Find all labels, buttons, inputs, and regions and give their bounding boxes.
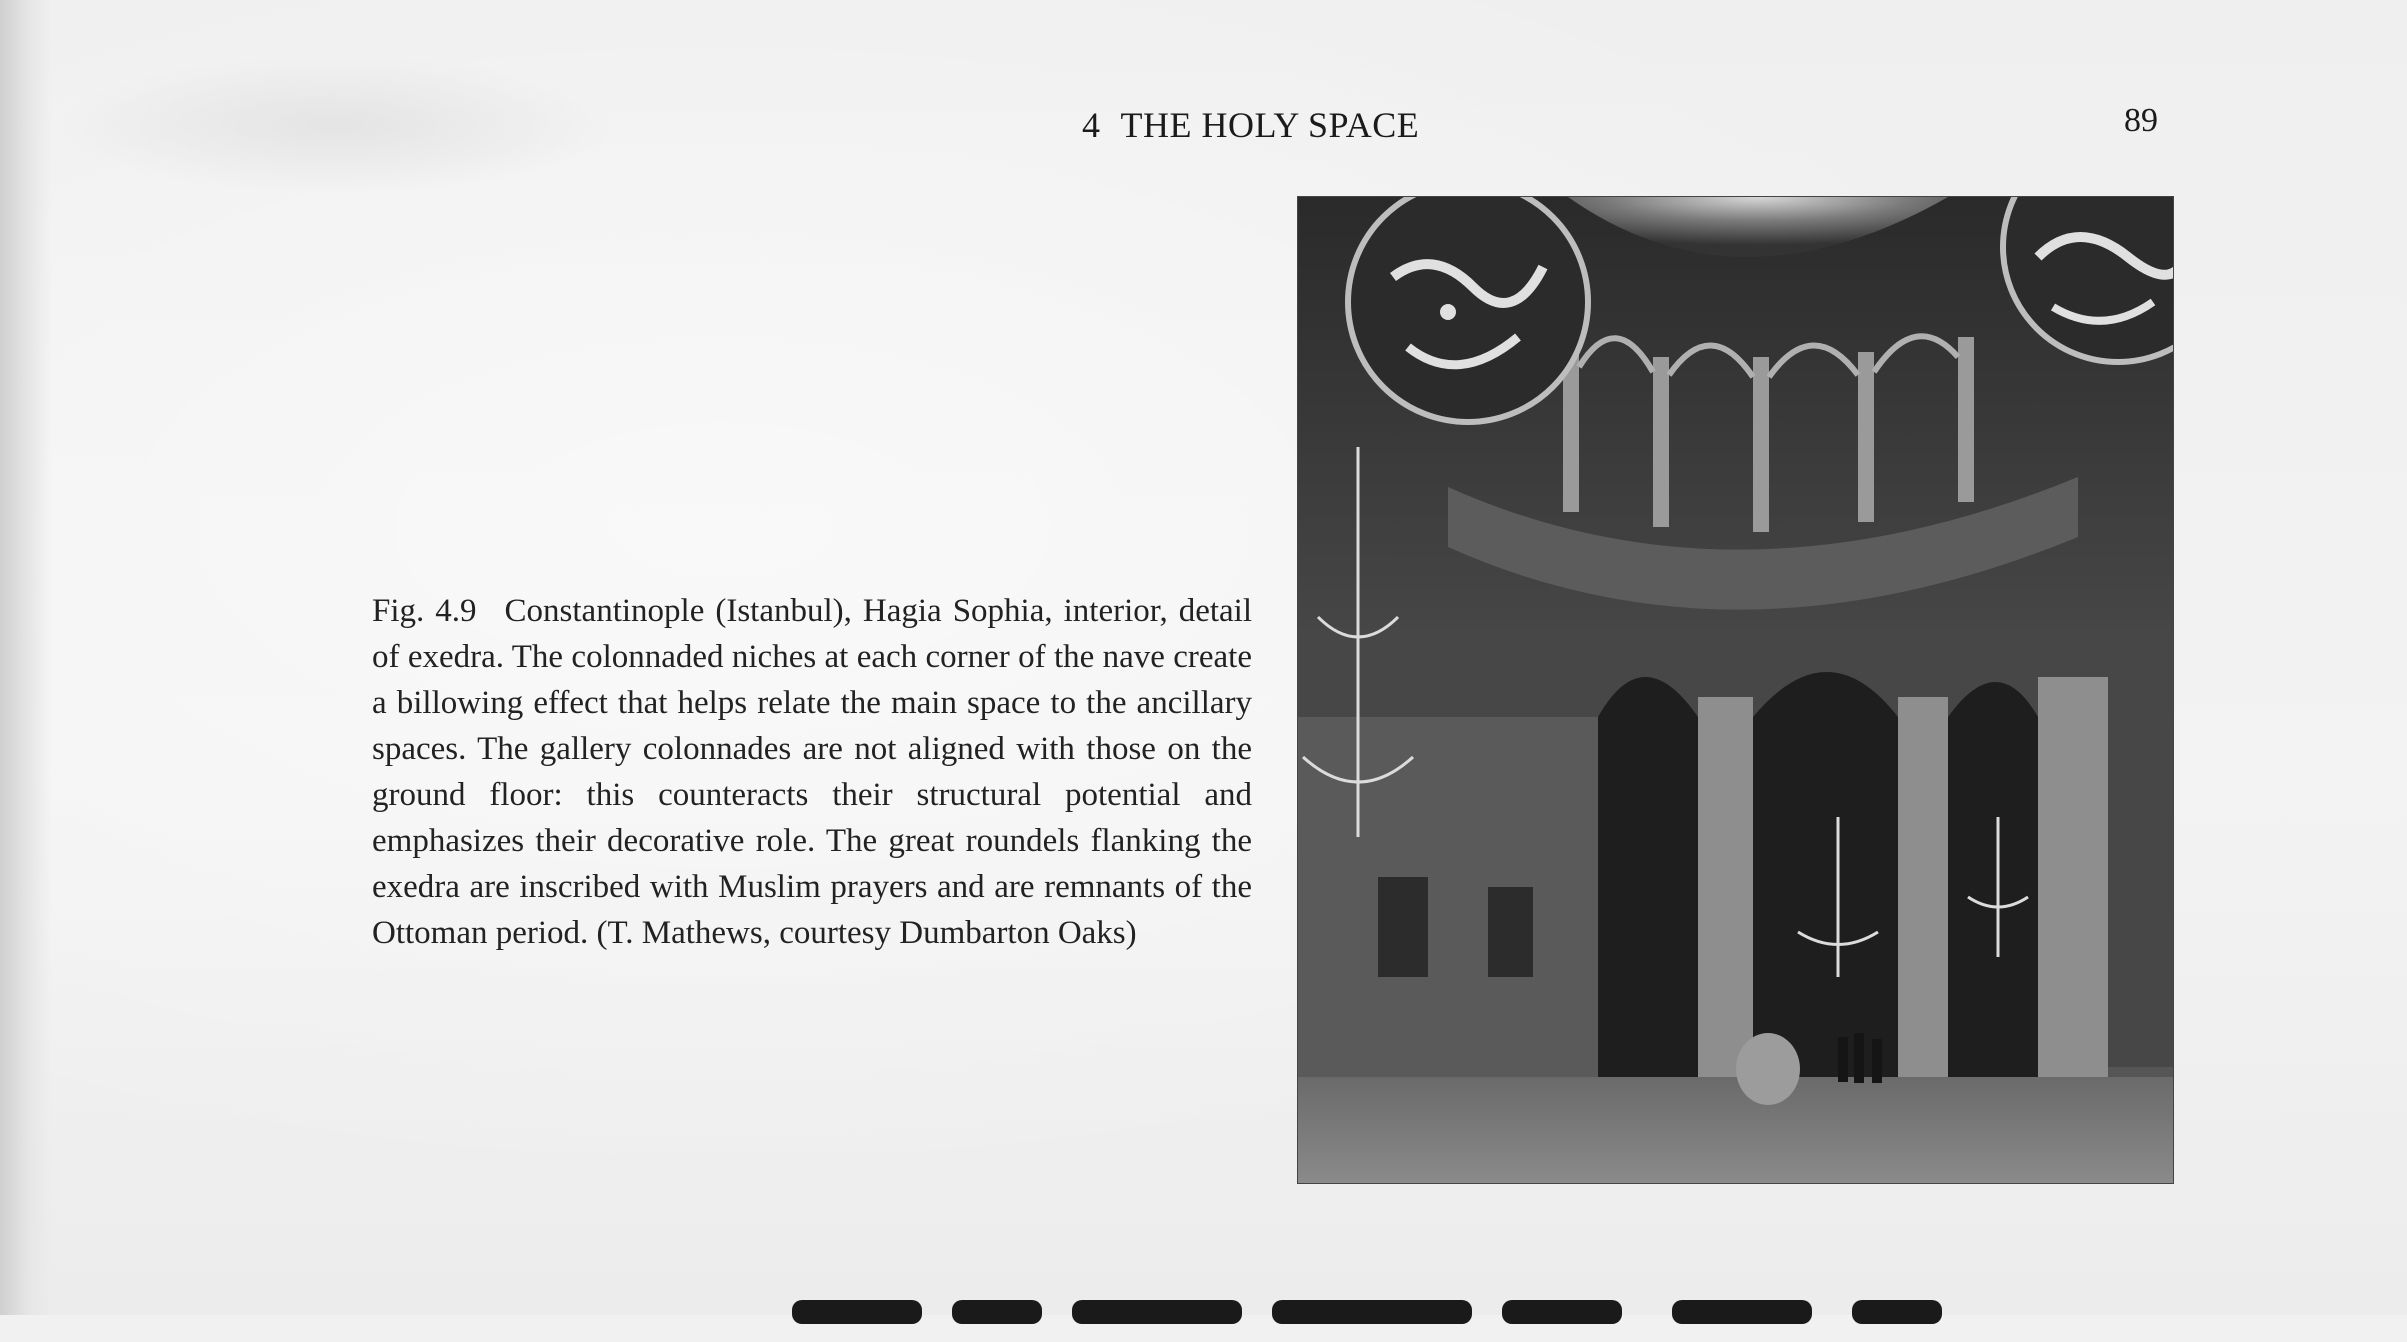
page-smudge — [55, 55, 615, 195]
marble-urn — [1736, 1033, 1800, 1105]
photo-illustration — [1298, 197, 2173, 1183]
figure-label: Fig. 4.9 — [372, 593, 477, 629]
left-roundel — [1348, 197, 1588, 422]
left-side-wall — [1298, 717, 1598, 1077]
cut-off-text-line — [372, 1282, 2172, 1342]
hagia-sophia-photo — [1297, 196, 2174, 1184]
visitors — [1838, 1033, 1882, 1083]
book-spine-shadow — [0, 0, 52, 1315]
ground-floor-arches — [1598, 672, 2038, 1077]
running-head — [1082, 104, 1419, 146]
figure-caption-text: Constantinople (Istanbul), Hagia Sophia, interior, detail of exedra. The colonnaded niches at each corner of the nave create a billowing effect that helps relate the main space to the ancillary spaces. The gallery colonnades are not aligned with those on the ground floor: this counteracts their structural potential and emphasizes their decorative role. The great roundels flanking the exedra are inscribed with Muslim prayers and are remnants of the Ottoman period. (T. Mathews, courtesy Dumbarton Oaks) — [372, 593, 1252, 951]
chapter-number: 4 — [1082, 105, 1101, 145]
page-number: 89 — [2124, 102, 2158, 139]
figure-caption — [372, 588, 1252, 956]
chapter-title: THE HOLY SPACE — [1120, 105, 1420, 145]
floor — [1298, 1077, 2173, 1183]
